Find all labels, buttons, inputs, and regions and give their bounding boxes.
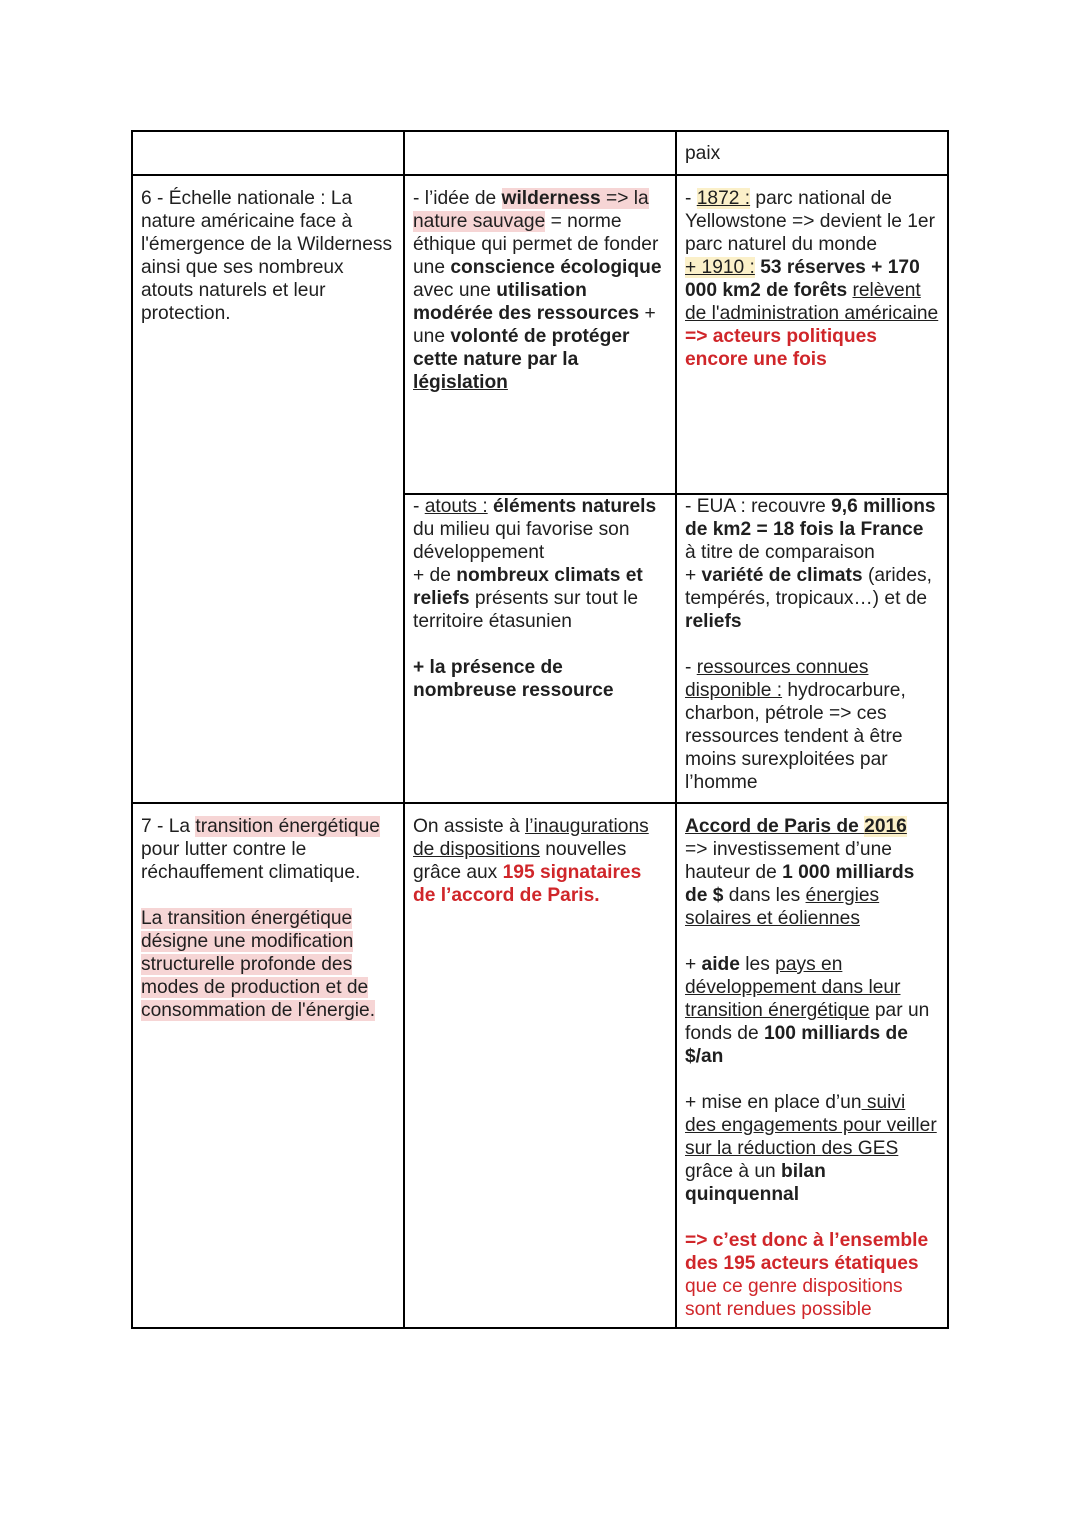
text: éléments naturels bbox=[493, 496, 657, 517]
text: - bbox=[685, 188, 697, 209]
text: => acteurs politiques encore une fois bbox=[685, 326, 877, 370]
wilderness-text bbox=[413, 187, 667, 394]
theme-6-title: 6 - Échelle nationale : La nature américaine face à l'émergence de la Wilderness ainsi que ses nombreux atouts naturels et leur protection. bbox=[141, 188, 393, 324]
theme-7-title bbox=[141, 815, 395, 884]
text: ressources connues disponible : bbox=[685, 657, 869, 701]
cell-theme-6 bbox=[132, 175, 404, 803]
cell-atouts bbox=[404, 494, 676, 803]
text: + 1910 : bbox=[685, 257, 755, 278]
cell-empty bbox=[404, 131, 676, 175]
accord-text bbox=[685, 815, 939, 930]
text: utilisation modérée des ressources bbox=[413, 280, 640, 324]
text: hydrocarbure, charbon, pétrole => ces ressources tendent à être moins surexploitées par l’homme bbox=[685, 680, 906, 793]
cell-eua bbox=[676, 494, 948, 803]
text: - l’idée de bbox=[413, 188, 502, 209]
suivi-text bbox=[685, 1091, 939, 1206]
text: que ce genre dispositions sont rendues possible bbox=[685, 1276, 903, 1320]
text: La transition énergétique désigne une modification structurelle profonde des modes de production et de consommation de l'énergie. bbox=[141, 908, 376, 1021]
cell-theme-7 bbox=[132, 803, 404, 1328]
table-row bbox=[132, 175, 948, 494]
text: variété de climats bbox=[701, 565, 863, 586]
text: parc national de Yellowstone => devient le 1er parc naturel du monde bbox=[685, 188, 935, 255]
text: - bbox=[413, 496, 425, 517]
text: On assiste à bbox=[413, 816, 525, 837]
text: énergies solaires et éoliennes bbox=[685, 885, 880, 929]
text: grâce à un bbox=[685, 1161, 782, 1182]
text: transition énergétique bbox=[195, 816, 380, 837]
inaugurations-text bbox=[413, 815, 667, 907]
cell-wilderness-idea bbox=[404, 175, 676, 494]
text: conscience écologique bbox=[450, 257, 662, 278]
text: Accord de Paris de bbox=[685, 816, 865, 837]
text: 7 - La bbox=[141, 816, 196, 837]
text: bilan quinquennal bbox=[685, 1161, 826, 1205]
text: + bbox=[685, 565, 702, 586]
cell-text: paix bbox=[685, 143, 721, 164]
text: = norme éthique qui permet de fonder une bbox=[413, 211, 659, 278]
cell-yellowstone bbox=[676, 175, 948, 494]
cell-inaugurations bbox=[404, 803, 676, 1328]
text: législation bbox=[413, 372, 508, 393]
text: présents sur tout le territoire étasunien bbox=[413, 588, 639, 632]
text: => la nature sauvage bbox=[413, 188, 649, 232]
text: => c’est donc à l’ensemble des bbox=[685, 1230, 929, 1274]
text: nouvelles grâce aux bbox=[413, 839, 627, 883]
text: - EUA : recouvre bbox=[685, 496, 832, 517]
text: 2016 bbox=[864, 816, 907, 837]
ressources-connues-text bbox=[685, 656, 939, 794]
text: (arides, tempérés, tropicaux…) et de bbox=[685, 565, 932, 609]
eua-text bbox=[685, 495, 939, 633]
text: reliefs bbox=[685, 611, 742, 632]
text: 1872 : bbox=[696, 188, 751, 209]
atouts-text bbox=[413, 495, 667, 633]
table-row bbox=[132, 803, 948, 1328]
conclusion-text bbox=[685, 1229, 939, 1321]
table-row bbox=[132, 131, 948, 175]
text: nombreux climats et reliefs bbox=[413, 565, 643, 609]
definition-text bbox=[141, 907, 395, 1022]
text: 9,6 millions de km2 = 18 fois la France bbox=[685, 496, 936, 540]
text: à titre de comparaison bbox=[685, 542, 875, 563]
resources-text: + la présence de nombreuse ressource bbox=[413, 657, 614, 701]
text: - bbox=[685, 657, 697, 678]
text: par un fonds de bbox=[685, 1000, 930, 1044]
text: + mise en place d’un bbox=[685, 1092, 862, 1113]
text: pays en développement dans leur transition énergétique bbox=[685, 954, 901, 1021]
text: + de bbox=[413, 565, 457, 586]
text: les bbox=[739, 954, 776, 975]
text: 195 acteurs étatiques bbox=[723, 1253, 919, 1274]
text: + bbox=[685, 954, 702, 975]
text: aide bbox=[701, 954, 740, 975]
text: 53 réserves + 170 000 km2 de forêts bbox=[685, 257, 920, 301]
text: relèvent de l'administration américaine bbox=[685, 280, 939, 324]
yellowstone-text bbox=[685, 187, 939, 371]
text: pour lutter contre le réchauffement climatique. bbox=[141, 839, 361, 883]
text: wilderness bbox=[501, 188, 601, 209]
text: 195 signataires de l’accord de Paris. bbox=[413, 862, 642, 906]
text: 100 milliards de $/an bbox=[685, 1023, 908, 1067]
aide-text bbox=[685, 953, 939, 1068]
text: => investissement d’une hauteur de bbox=[685, 839, 892, 883]
text: atouts : bbox=[424, 496, 488, 517]
text: suivi des engagements pour veiller sur la réduction des GES bbox=[685, 1092, 937, 1159]
cell-empty bbox=[132, 131, 404, 175]
text: du milieu qui favorise son développement bbox=[413, 519, 630, 563]
text: volonté de protéger cette nature par la bbox=[413, 326, 630, 370]
text: + une bbox=[413, 303, 656, 347]
notes-table bbox=[131, 130, 949, 1329]
text: avec une bbox=[413, 280, 497, 301]
cell-continuation bbox=[676, 131, 948, 175]
cell-accord-paris bbox=[676, 803, 948, 1328]
text: 1 000 milliards de $ bbox=[685, 862, 915, 906]
text: dans les bbox=[723, 885, 806, 906]
text: l’inaugurations de dispositions bbox=[413, 816, 649, 860]
